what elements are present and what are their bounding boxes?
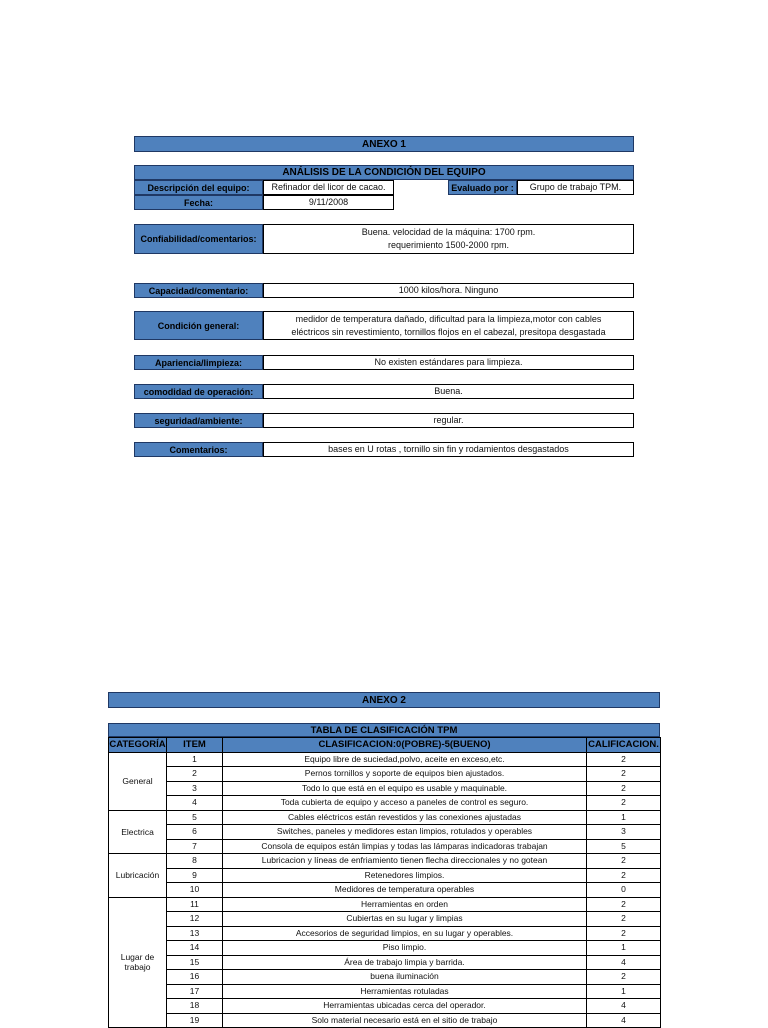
header-category: CATEGORÍA bbox=[109, 739, 166, 751]
item-score: 2 bbox=[587, 796, 661, 811]
condition-line-2: eléctricos sin revestimiento, tornillos flojos en el cabezal, presitopa desgastada bbox=[291, 326, 606, 337]
comments-label: Comentarios: bbox=[134, 442, 263, 457]
item-score: 4 bbox=[587, 955, 661, 970]
condition-label: Condición general: bbox=[134, 311, 263, 340]
item-number: 11 bbox=[167, 897, 223, 912]
item-score: 2 bbox=[587, 781, 661, 796]
annex2-title: ANEXO 2 bbox=[108, 692, 660, 708]
item-score: 2 bbox=[587, 912, 661, 927]
item-number: 19 bbox=[167, 1013, 223, 1028]
item-number: 14 bbox=[167, 941, 223, 956]
item-description: Accesorios de seguridad limpios, en su lugar y operables. bbox=[223, 926, 587, 941]
item-score: 2 bbox=[587, 970, 661, 985]
item-score: 4 bbox=[587, 1013, 661, 1028]
item-number: 4 bbox=[167, 796, 223, 811]
item-description: Todo lo que está en el equipo es usable y maquinable. bbox=[223, 781, 587, 796]
table-row bbox=[109, 1013, 661, 1028]
table-row bbox=[109, 839, 661, 854]
date-value: 9/11/2008 bbox=[263, 195, 394, 210]
appearance-label: Apariencia/limpieza: bbox=[134, 355, 263, 370]
item-number: 18 bbox=[167, 999, 223, 1014]
item-number: 5 bbox=[167, 810, 223, 825]
item-number: 13 bbox=[167, 926, 223, 941]
item-score: 2 bbox=[587, 767, 661, 782]
item-description: Cubiertas en su lugar y limpias bbox=[223, 912, 587, 927]
item-description: Lubricacion y líneas de enfriamiento tienen flecha direccionales y no gotean bbox=[223, 854, 587, 869]
table-header-row bbox=[109, 738, 661, 753]
item-score: 2 bbox=[587, 854, 661, 869]
equipment-value: Refinador del licor de cacao. bbox=[263, 180, 394, 195]
item-description: Área de trabajo limpia y barrida. bbox=[223, 955, 587, 970]
item-score: 4 bbox=[587, 999, 661, 1014]
item-score: 1 bbox=[587, 984, 661, 999]
category-lugar-de-trabajo: Lugar de trabajo bbox=[109, 897, 167, 1028]
evaluated-label: Evaluado por : bbox=[448, 180, 517, 195]
annex1-title: ANEXO 1 bbox=[134, 136, 634, 152]
capacity-value: 1000 kilos/hora. Ninguno bbox=[263, 283, 634, 298]
category-electrica: Electrica bbox=[109, 810, 167, 854]
item-description: Solo material necesario está en el sitio de trabajo bbox=[223, 1013, 587, 1028]
table-row bbox=[109, 912, 661, 927]
item-score: 1 bbox=[587, 810, 661, 825]
table-row bbox=[109, 883, 661, 898]
annex1-section-title: ANÁLISIS DE LA CONDICIÓN DEL EQUIPO bbox=[134, 165, 634, 180]
item-score: 2 bbox=[587, 868, 661, 883]
safety-label: seguridad/ambiente: bbox=[134, 413, 263, 428]
item-number: 10 bbox=[167, 883, 223, 898]
appearance-value: No existen estándares para limpieza. bbox=[263, 355, 634, 370]
table-row bbox=[109, 970, 661, 985]
table-row bbox=[109, 926, 661, 941]
item-description: Cables eléctricos están revestidos y las conexiones ajustadas bbox=[223, 810, 587, 825]
item-description: Switches, paneles y medidores estan limpios, rotulados y operables bbox=[223, 825, 587, 840]
category-lubricacion: Lubricación bbox=[109, 854, 167, 898]
table-row bbox=[109, 897, 661, 912]
comments-value: bases en U rotas , tornillo sin fin y rodamientos desgastados bbox=[263, 442, 634, 457]
item-description: buena iluminación bbox=[223, 970, 587, 985]
category-general: General bbox=[109, 752, 167, 810]
reliability-value bbox=[263, 224, 634, 254]
comfort-value: Buena. bbox=[263, 384, 634, 399]
header-score: CALIFICACION. bbox=[588, 739, 659, 751]
item-description: Toda cubierta de equipo y acceso a paneles de control es seguro. bbox=[223, 796, 587, 811]
item-number: 12 bbox=[167, 912, 223, 927]
item-score: 2 bbox=[587, 926, 661, 941]
tpm-classification-table bbox=[108, 737, 661, 1028]
item-score: 3 bbox=[587, 825, 661, 840]
item-description: Piso limpio. bbox=[223, 941, 587, 956]
condition-value bbox=[263, 311, 634, 340]
item-number: 6 bbox=[167, 825, 223, 840]
table-row bbox=[109, 868, 661, 883]
table-row bbox=[109, 796, 661, 811]
capacity-label: Capacidad/comentario: bbox=[134, 283, 263, 298]
item-score: 0 bbox=[587, 883, 661, 898]
table-row bbox=[109, 810, 661, 825]
table-row bbox=[109, 767, 661, 782]
item-score: 2 bbox=[587, 752, 661, 767]
date-label: Fecha: bbox=[134, 195, 263, 210]
item-number: 7 bbox=[167, 839, 223, 854]
item-number: 9 bbox=[167, 868, 223, 883]
item-number: 8 bbox=[167, 854, 223, 869]
item-number: 15 bbox=[167, 955, 223, 970]
table-row bbox=[109, 999, 661, 1014]
table-row bbox=[109, 752, 661, 767]
table-row bbox=[109, 955, 661, 970]
item-score: 1 bbox=[587, 941, 661, 956]
item-description: Retenedores limpios. bbox=[223, 868, 587, 883]
header-item: ITEM bbox=[167, 738, 223, 753]
comfort-label: comodidad de operación: bbox=[134, 384, 263, 399]
item-score: 5 bbox=[587, 839, 661, 854]
annex2-table-title: TABLA DE CLASIFICACIÓN TPM bbox=[108, 723, 660, 737]
item-description: Consola de equipos están limpias y todas las lámparas indicadoras trabajan bbox=[223, 839, 587, 854]
item-number: 17 bbox=[167, 984, 223, 999]
table-row bbox=[109, 825, 661, 840]
item-number: 3 bbox=[167, 781, 223, 796]
header-classification: CLASIFICACION:0(POBRE)-5(BUENO) bbox=[223, 738, 587, 753]
item-description: Herramientas rotuladas bbox=[223, 984, 587, 999]
condition-line-1: medidor de temperatura dañado, dificultad para la limpieza,motor con cables bbox=[295, 313, 602, 324]
item-description: Equipo libre de suciedad,polvo, aceite en exceso,etc. bbox=[223, 752, 587, 767]
safety-value: regular. bbox=[263, 413, 634, 428]
item-description: Medidores de temperatura operables bbox=[223, 883, 587, 898]
reliability-label: Confiabilidad/comentarios: bbox=[134, 224, 263, 254]
item-number: 16 bbox=[167, 970, 223, 985]
table-row bbox=[109, 941, 661, 956]
table-row bbox=[109, 854, 661, 869]
reliability-line-2: requerimiento 1500-2000 rpm. bbox=[387, 240, 510, 250]
equipment-label: Descripción del equipo: bbox=[134, 180, 263, 195]
item-description: Pernos tornillos y soporte de equipos bien ajustados. bbox=[223, 767, 587, 782]
table-row bbox=[109, 781, 661, 796]
item-number: 2 bbox=[167, 767, 223, 782]
item-description: Herramientas ubicadas cerca del operador. bbox=[223, 999, 587, 1014]
item-score: 2 bbox=[587, 897, 661, 912]
item-description: Herramientas en orden bbox=[223, 897, 587, 912]
evaluated-value: Grupo de trabajo TPM. bbox=[517, 180, 634, 195]
reliability-line-1: Buena. velocidad de la máquina: 1700 rpm. bbox=[361, 227, 536, 237]
table-row bbox=[109, 984, 661, 999]
item-number: 1 bbox=[167, 752, 223, 767]
